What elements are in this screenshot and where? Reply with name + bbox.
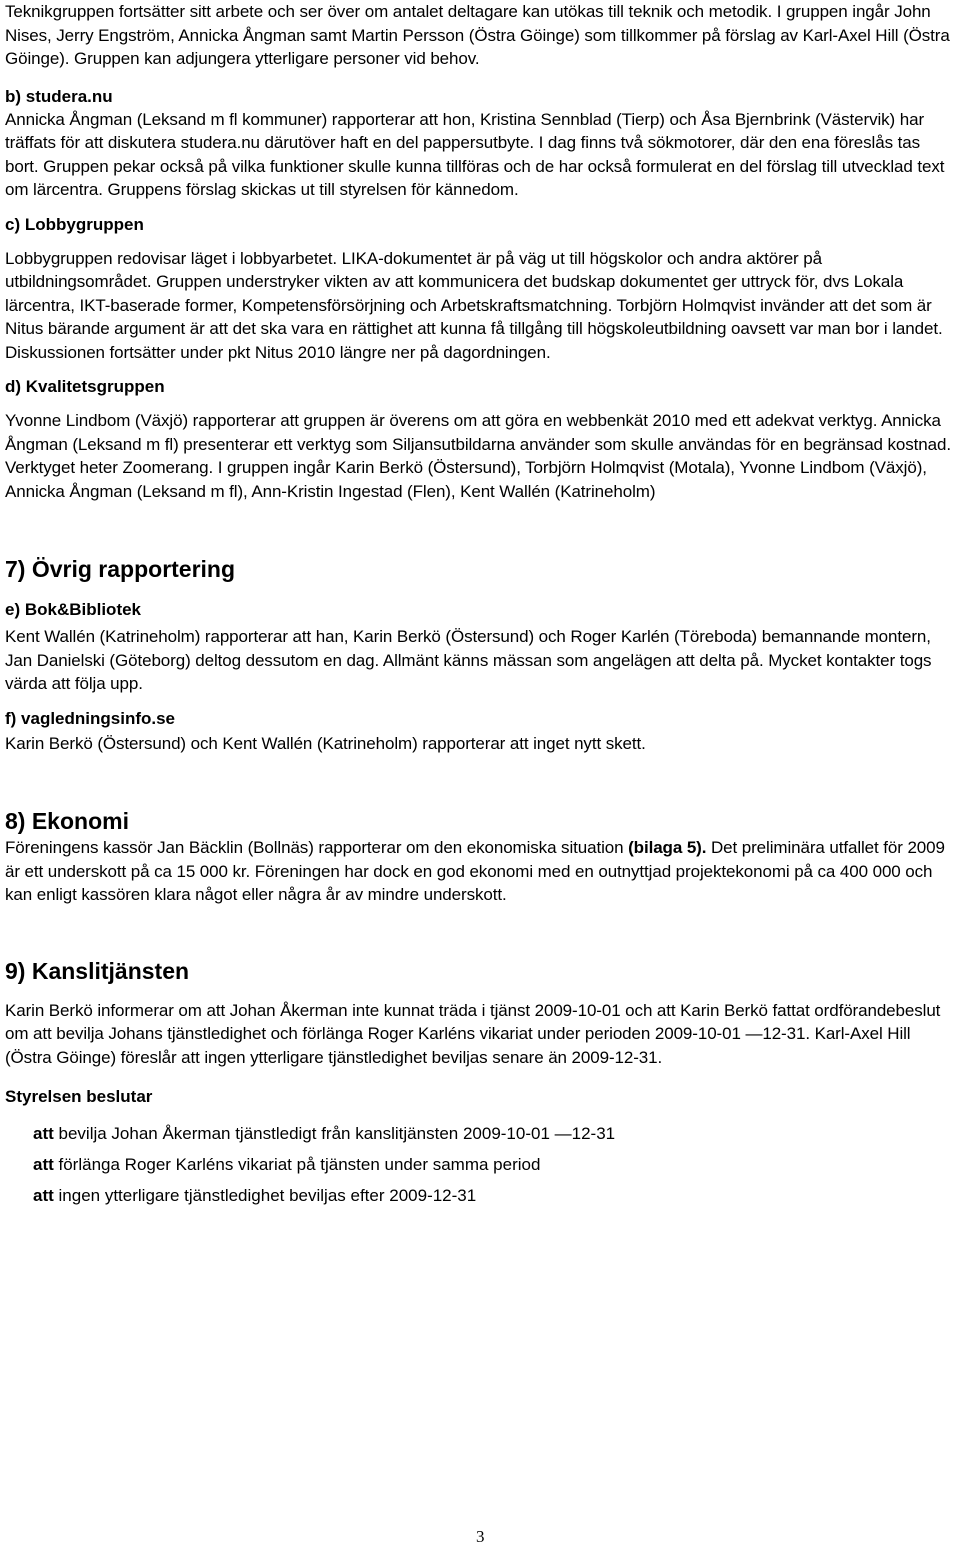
decision-lead: att [33,1155,54,1174]
ekonomi-text-a: Föreningens kassör Jan Bäcklin (Bollnäs) rapporterar om den ekonomiska situation [5,838,629,857]
document-page [5,0,955,1207]
studera-paragraph: Annicka Ångman (Leksand m fl kommuner) rapporterar att hon, Kristina Sennblad (Tierp) och Åsa Bjernbrink (Västervik) har träffats för att diskutera studera.nu därutöver haft en del pappersutbyte. I dag finns två sökmotorer, där den ena föreslås tas bort. Gruppen pekar också på vilka funktioner skulle kunna tillföras och de har också formulerat en del förslag till utvecklad text om lärcentra. Gruppens förslag skickas ut till styrelsen för kännedom. [5,109,945,199]
lobby-heading: c) Lobbygruppen [5,214,144,234]
ekonomi-paragraph [5,836,955,907]
studera-heading: b) studera.nu [5,86,113,106]
ovrig-heading: 7) Övrig rapportering [5,556,236,582]
vagledning-heading: f) vagledningsinfo.se [5,708,176,728]
decision-text: bevilja Johan Åkerman tjänstledigt från kanslitjänsten 2009-10-01 —12-31 [53,1124,616,1143]
intro-paragraph: Teknikgruppen fortsätter sitt arbete och ser över om antalet deltagare kan utökas till teknik och metodik. I gruppen ingår John Nises, Jerry Engström, Annicka Ångman samt Martin Persson (Östra Göinge) som tillkommer på förslag av Karl-Axel Hill (Östra Göinge). Gruppen kan adjungera ytterligare personer vid behov. [5,2,950,68]
decision-item [33,1153,955,1176]
bok-paragraph: Kent Wallén (Katrineholm) rapporterar att han, Karin Berkö (Östersund) och Roger Karlén (Töreboda) bemannande montern, Jan Danielski (Göteborg) deltog dessutom en dag. Allmänt känns mässan som angelägen att delta på. Mycket kontakter togs värda att följa upp. [5,627,932,693]
ekonomi-text-b: Det preliminära utfallet för 2009 är ett underskott på ca 15 000 kr. Föreningen har dock en god ekonomi med en outnyttjad projektekonomi på ca 400 000 och kan enligt kassören klara något eller några år av mindre underskott. [5,838,945,904]
decision-text: ingen ytterligare tjänstledighet beviljas efter 2009-12-31 [53,1186,477,1205]
kansli-heading: 9) Kanslitjänsten [5,957,190,984]
ekonomi-text-bold: (bilaga 5). [628,838,707,857]
decision-lead: att [33,1186,54,1205]
bok-heading: e) Bok&Bibliotek [5,600,142,619]
beslut-heading: Styrelsen beslutar [5,1087,153,1106]
decision-text: förlänga Roger Karléns vikariat på tjänsten under samma period [53,1155,541,1174]
ekonomi-heading: 8) Ekonomi [5,808,129,834]
kansli-paragraph: Karin Berkö informerar om att Johan Åkerman inte kunnat träda i tjänst 2009-10-01 och att Karin Berkö fattat ordförandebeslut om att bevilja Johans tjänstledighet och förlänga Roger Karléns vikariat under perioden 2009-10-01 —12-31. Karl-Axel Hill (Östra Göinge) föreslår att ingen ytterligare tjänstledighet beviljas senare än 2009-12-31. [5,1000,941,1067]
kvalitet-paragraph: Yvonne Lindbom (Växjö) rapporterar att gruppen är överens om att göra en webbenkät 2010 med ett adekvat verktyg. Annicka Ångman (Leksand m fl) presenterar ett verktyg som Siljansutbildarna använder som skulle användas för en begränsad kostnad. Verktyget heter Zoomerang. I gruppen ingår Karin Berkö (Östersund), Torbjörn Holmqvist (Motala), Yvonne Lindbom (Växjö), Annicka Ångman (Leksand m fl), Ann-Kristin Ingestad (Flen), Kent Wallén (Katrineholm) [5,411,951,501]
decision-item [33,1184,955,1207]
kvalitet-heading: d) Kvalitetsgruppen [5,377,165,396]
decision-lead: att [33,1124,54,1143]
page-number: 3 [476,1527,485,1546]
decision-list [5,1122,955,1207]
decision-item [33,1122,955,1145]
vagledning-paragraph: Karin Berkö (Östersund) och Kent Wallén (Katrineholm) rapporterar att inget nytt skett. [5,733,646,753]
lobby-paragraph: Lobbygruppen redovisar läget i lobbyarbetet. LIKA-dokumentet är på väg ut till högskolor och andra aktörer på utbildningsområdet. Gruppen understryker vikten av att kommunicera det budskap dokumentet ger uttryck för, dvs Lokala lärcentra, IKT-baserade former, Kompetensförsörjning och Arbetskraftsmatchning. Torbjörn Holmqvist invänder att det som är Nitus bärande argument är att det ska vara en rättighet att kunna få tillgång till högskoleutbildning oavsett var man bor i landet. Diskussionen fortsätter under pkt Nitus 2010 längre ner på dagordningen. [5,248,943,362]
